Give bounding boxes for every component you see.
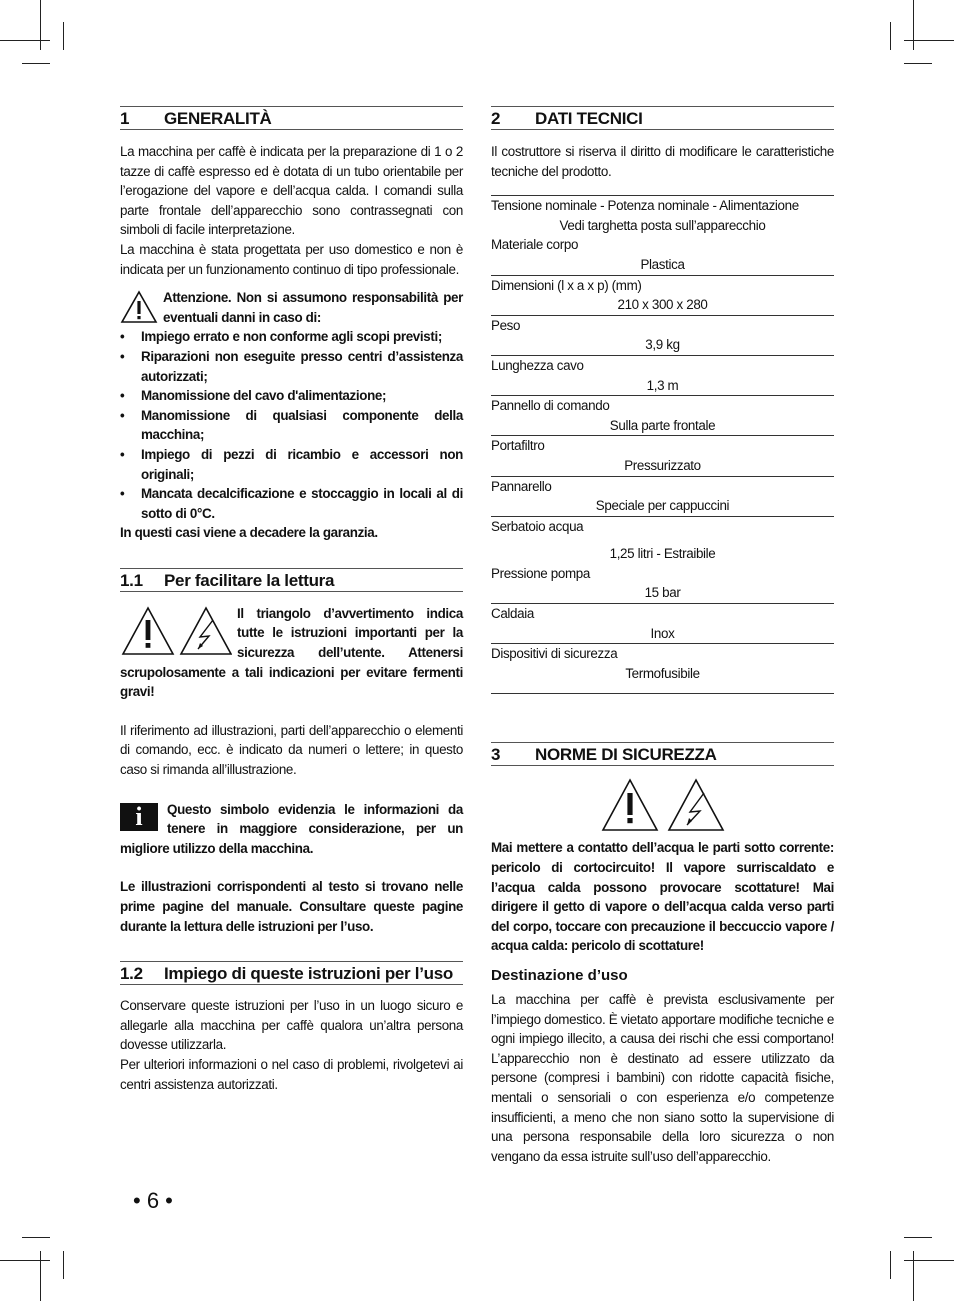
spec-value: Speciale per cappuccini — [595, 498, 730, 514]
list-item: • Impiego di pezzi di ricambio e accessori non originali; — [120, 446, 463, 482]
section-number: 3 — [491, 745, 501, 765]
spec-label: Caldaia — [491, 606, 534, 622]
table-row — [491, 516, 834, 564]
left-column — [120, 106, 463, 1094]
table-row — [491, 564, 834, 603]
table-row — [491, 315, 834, 355]
paragraph: Per ulteriori informazioni o nel caso di problemi, rivolgetevi ai centri assistenza autorizzati. — [120, 1056, 463, 1092]
paragraph: La macchina è stata progettata per uso domestico e non è indicata per un funzionamento continuo di tipo professionale. — [120, 241, 463, 277]
table-row — [491, 643, 834, 683]
paragraph: Il costruttore si riserva il diritto di modificare le caratteristiche tecniche del prodotto. — [491, 144, 834, 179]
section-title: Impiego di queste istruzioni per l’uso — [164, 964, 453, 984]
crop-mark — [904, 1237, 932, 1238]
list-item: • Manomissione del cavo d'alimentazione; — [120, 388, 387, 404]
crop-mark — [904, 40, 954, 41]
list-item: • Impiego errato e non conforme agli scopi previsti; — [120, 329, 442, 345]
crop-mark — [890, 22, 891, 50]
spec-label: Serbatoio acqua — [491, 518, 584, 534]
crop-mark — [22, 63, 50, 64]
spec-label: Materiale corpo — [491, 237, 579, 253]
crop-mark — [913, 1251, 914, 1301]
info-icon: i — [120, 803, 158, 831]
spec-value: Termofusibile — [625, 665, 700, 681]
warning-triangle-icon — [120, 290, 158, 324]
section-heading-3 — [491, 742, 834, 766]
paragraph: Il riferimento ad illustrazioni, parti dell’apparecchio o elementi di comando, ecc. è indicato da numeri o lettere; in questo caso si rimanda all’illustrazione. — [120, 722, 463, 778]
safety-symbols — [491, 778, 834, 834]
spec-value: 1,25 litri - Estraibile — [609, 546, 716, 562]
section-title: NORME DI SICUREZZA — [535, 745, 717, 765]
spec-label: Dimensioni (l x a x p) (mm) — [491, 277, 642, 293]
warning-block — [120, 288, 463, 543]
warning-symbols-text: Il triangolo d’avvertimento indica tutte le istruzioni importanti per la sicurezza dell’utente. Attenersi scrupolosamente a tali indicazioni per evitare fermenti gravi! — [120, 605, 463, 700]
spec-label: Pannarello — [491, 478, 552, 494]
spec-value: Sulla parte frontale — [609, 417, 716, 433]
crop-mark — [0, 40, 50, 41]
spec-value: Pressurizzato — [624, 457, 701, 473]
section-title: DATI TECNICI — [535, 109, 643, 128]
spec-label: Dispositivi di sicurezza — [491, 646, 618, 662]
warning-triangle-icon — [120, 606, 232, 656]
info-text: Questo simbolo evidenzia le informazioni da tenere in maggiore considerazione, per un migliore utilizzo della macchina. — [120, 801, 463, 856]
section-heading-2 — [491, 106, 834, 130]
warning-triangle-icon — [599, 778, 727, 832]
paragraph: La macchina per caffè è prevista esclusivamente per l’impiego domestico. È vietato apportare modifiche tecniche e ogni impiego illecito, a causa dei rischi che essi comportano! L’apparecchio non è destinato ad essere utilizzato da persone (compresi i bambini) con ridotte capacità fisiche, mentali o sensoriali o con esperienza e/o competenze insufficienti, a meno che non siano sotto la supervisione di una persona responsabile della loro sicurezza o non vengano da essa istruite sull’uso dell’apparecchio. — [491, 992, 834, 1164]
right-column — [491, 106, 834, 1166]
section-number: 1.2 — [120, 964, 143, 984]
spec-label: Peso — [491, 317, 521, 333]
crop-mark — [904, 63, 932, 64]
paragraph: La macchina per caffè è indicata per la preparazione di 1 o 2 tazze di caffè espresso ed è dotata di un tubo orientabile per l’erogazione del vapore e dell’acqua calda. I comandi sulla parte frontale dell’apparecchio sono contrassegnati con simboli di facile interpretazione. — [120, 144, 463, 238]
spec-label: Portafiltro — [491, 438, 545, 454]
table-row — [491, 235, 834, 274]
warning-intro: Attenzione. Non si assumono responsabilità per eventuali danni in caso di: — [163, 290, 463, 325]
specs-table — [491, 195, 834, 694]
spec-value: Vedi targhetta posta sull’apparecchio — [559, 217, 766, 233]
table-row — [491, 476, 834, 516]
warning-symbols-block — [120, 604, 463, 702]
crop-mark — [22, 1237, 50, 1238]
spec-value: 3,9 kg — [645, 337, 680, 353]
crop-mark — [890, 1251, 891, 1279]
list-item: • Riparazioni non eseguite presso centri d’assistenza autorizzati; — [120, 348, 463, 384]
crop-mark — [63, 22, 64, 50]
section-heading-1 — [120, 106, 463, 130]
list-item: • Mancata decalcificazione e stoccaggio in locali al di sotto di 0°C. — [120, 486, 463, 521]
crop-mark — [40, 0, 41, 50]
warning-list — [120, 327, 463, 523]
info-block — [120, 800, 463, 859]
section-heading-1-1 — [120, 568, 463, 592]
table-row — [491, 275, 834, 315]
section-number: 1.1 — [120, 570, 143, 590]
spec-label: Pannello di comando — [491, 398, 610, 414]
spec-value: 15 bar — [644, 585, 681, 601]
paragraph: Conservare queste istruzioni per l’uso in un luogo sicuro e allegarle alla macchina per caffè qualora un’altra persona dovesse utilizzarla. — [120, 998, 463, 1053]
crop-mark — [63, 1251, 64, 1279]
crop-mark — [904, 1260, 954, 1261]
spec-value: Plastica — [640, 256, 685, 272]
spec-value: Inox — [650, 625, 675, 641]
illustrations-note: Le illustrazioni corrispondenti al testo si trovano nelle prime pagine del manuale. Consultare queste pagine durante la lettura delle istruzioni per l’uso. — [120, 879, 463, 934]
table-row — [491, 603, 834, 643]
section-number: 2 — [491, 109, 501, 128]
table-row — [491, 195, 834, 235]
section-title: GENERALITÀ — [164, 109, 272, 128]
page-number: • 6 • — [133, 1188, 173, 1213]
crop-mark — [40, 1251, 41, 1301]
list-item: • Manomissione di qualsiasi componente della macchina; — [120, 407, 463, 443]
crop-mark — [0, 1260, 50, 1261]
section-number: 1 — [120, 109, 130, 128]
spec-value: 1,3 m — [646, 377, 679, 393]
spec-label: Pressione pompa — [491, 565, 590, 581]
subsection-title: Destinazione d’uso — [491, 967, 628, 984]
section-title: Per facilitare la lettura — [164, 570, 335, 590]
spec-label: Lunghezza cavo — [491, 357, 584, 373]
table-row — [491, 395, 834, 435]
crop-mark — [913, 0, 914, 50]
section-heading-1-2 — [120, 961, 463, 985]
spec-label: Tensione nominale - Potenza nominale - Alimentazione — [491, 198, 799, 214]
table-row — [491, 355, 834, 395]
table-bottom-rule — [491, 693, 834, 694]
spec-value: 210 x 300 x 280 — [617, 297, 708, 313]
safety-warning: Mai mettere a contatto dell’acqua le parti sotto corrente: pericolo di cortocircuito! Il vapore surriscaldato e l’acqua calda possono provocare scottature! Mai dirigere il getto di vapore o dell’acqua calda verso parti del corpo, toccare con precauzione il beccuccio vapore / acqua calda: pericolo di scottature! — [491, 840, 834, 954]
warning-outro: In questi casi viene a decadere la garanzia. — [120, 525, 378, 541]
table-row — [491, 435, 834, 475]
